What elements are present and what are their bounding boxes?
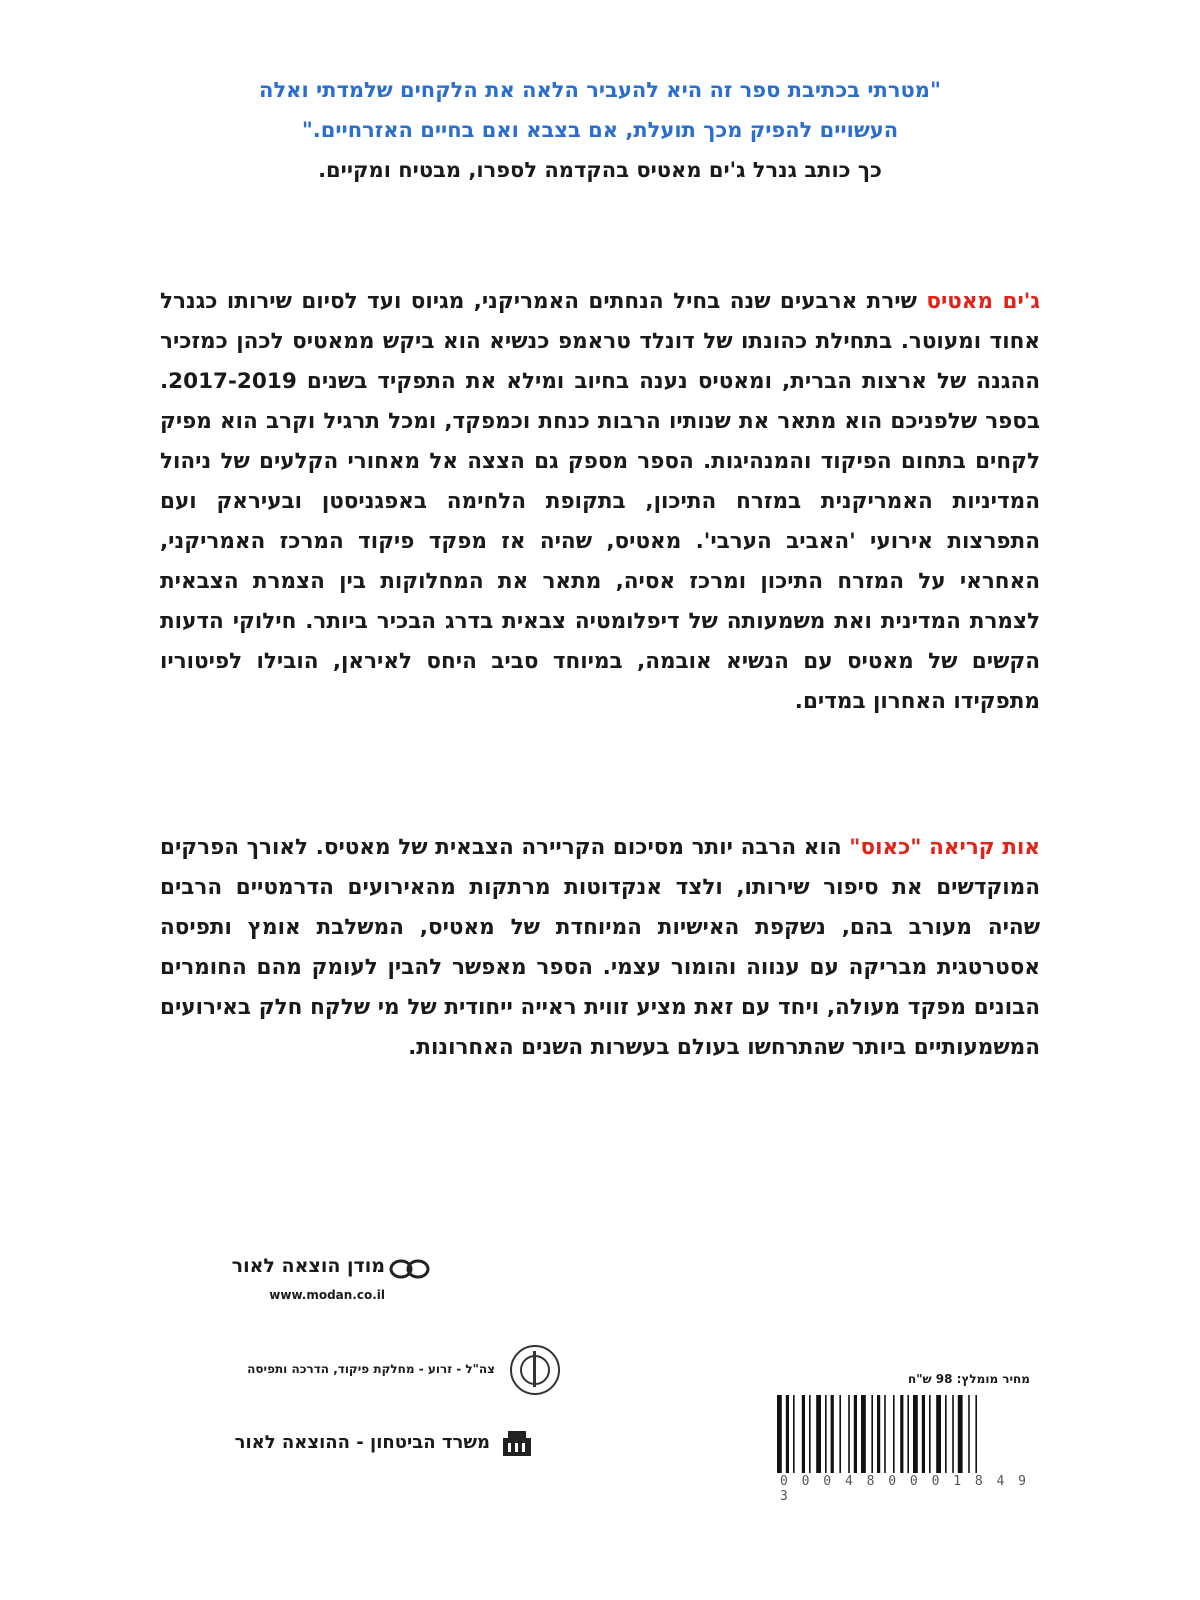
barcode-bar bbox=[831, 1395, 834, 1473]
barcode-bar bbox=[839, 1395, 841, 1473]
barcode-bar bbox=[975, 1395, 977, 1473]
barcode-bar bbox=[786, 1395, 789, 1473]
paragraph-about-author bbox=[160, 282, 1040, 722]
paragraph-about-book bbox=[160, 828, 1040, 1068]
idf-seal-icon bbox=[510, 1345, 560, 1395]
barcode-bar bbox=[848, 1395, 850, 1473]
barcode-bar bbox=[968, 1395, 970, 1473]
publisher-name: מודן הוצאה לאור bbox=[231, 1255, 385, 1277]
barcode-bar bbox=[952, 1395, 954, 1473]
barcode-bar bbox=[958, 1395, 963, 1473]
barcode-bar bbox=[900, 1395, 903, 1473]
barcode bbox=[775, 1395, 1035, 1475]
barcode-number: 0 0 0 4 8 0 0 0 1 8 4 9 3 bbox=[780, 1474, 1030, 1504]
opening-quote bbox=[150, 70, 1050, 190]
barcode-bar bbox=[907, 1395, 909, 1473]
barcode-bar bbox=[854, 1395, 857, 1473]
quote-line-1: "מטרתי בכתיבת ספר זה היא להעביר הלאה את הלקחים שלמדתי ואלה bbox=[259, 78, 941, 102]
paragraph-1-body: שירת ארבעים שנה בחיל הנחתים האמריקני, מגיוס ועד לסיום שירותו כגנרל אחוד ומעוטר. בתחילת כהונתו של דונלד טראמפ כנשיא הוא ביקש ממאטיס לכהן כמזכיר ההגנה של ארצות הברית, ומאטיס נענה בחיוב ומילא את התפקיד בשנים 2017-2019. בספר שלפניכם הוא מתאר את שנותיו הרבות כנחת וכמפקד, ומכל תרגיל וקרב הוא מפיק לקחים בתחום הפיקוד והמנהיגות. הספר מספק גם הצצה אל מאחורי הקלעים של ניהול המדיניות האמריקנית במזרח התיכון, בתקופת הלחימה באפגניסטן ובעיראק ועם התפרצות אירועי 'האביב הערבי'. מאטיס, שהיה אז מפקד פיקוד המרכז האמריקני, האחראי על המזרח התיכון ומרכז אסיה, מתאר את המחלוקות בין הצמרת הצבאית לצמרת המדינית ואת משמעותה של דיפלומטיה צבאית בדרג הבכיר ביותר. חילוקי הדעות הקשים של מאטיס עם הנשיא אובמה, במיוחד סביב היחס לאיראן, הובילו לפיטוריו מתפקידו האחרון במדים. bbox=[160, 289, 1040, 714]
barcode-bar bbox=[936, 1395, 941, 1473]
barcode-bar bbox=[945, 1395, 947, 1473]
moden-logo-icon bbox=[388, 1258, 432, 1280]
book-title: אות קריאה "כאוס" bbox=[849, 835, 1040, 860]
barcode-bar bbox=[802, 1395, 805, 1473]
barcode-bar bbox=[816, 1395, 821, 1473]
quote-attribution: כך כותב גנרל ג'ים מאטיס בהקדמה לספרו, מבטיח ומקיים. bbox=[318, 158, 882, 182]
paragraph-2-body: הוא הרבה יותר מסיכום הקריירה הצבאית של מאטיס. לאורך הפרקים המוקדשים את סיפור שירותו, ולצד אנקדוטות מרתקות מהאירועים הדרמטיים הרבים שהיה מעורב בהם, נשקפת האישיות המיוחדת של מאטיס, המשלבת אומץ ותפיסה אסטרטגית מבריקה עם ענווה והומור עצמי. הספר מאפשר להבין לעומק מהם החומרים הבונים מפקד מעולה, ויחד עם זאת מציע זווית ראייה ייחודית של מי שלקח חלק באירועים המשמעותיים ביותר שהתרחשו בעולם בעשרות השנים האחרונות. bbox=[160, 835, 1040, 1060]
quote-line-2: העשויים להפיק מכך תועלת, אם בצבא ואם בחיים האזרחיים." bbox=[301, 118, 899, 142]
ministry-credit: משרד הביטחון - ההוצאה לאור bbox=[234, 1432, 490, 1453]
barcode-bar bbox=[825, 1395, 827, 1473]
barcode-bar bbox=[877, 1395, 880, 1473]
barcode-bar bbox=[809, 1395, 811, 1473]
author-name: ג'ים מאטיס bbox=[926, 289, 1040, 314]
barcode-bar bbox=[777, 1395, 782, 1473]
barcode-bar bbox=[871, 1395, 873, 1473]
ministry-tower-icon bbox=[500, 1428, 534, 1458]
idf-credit: צה"ל - זרוע - מחלקת פיקוד, הדרכה ותפיסה bbox=[247, 1362, 495, 1376]
barcode-bar bbox=[929, 1395, 931, 1473]
barcode-bar bbox=[922, 1395, 925, 1473]
barcode-bar bbox=[913, 1395, 918, 1473]
price-label: מחיר מומלץ: 98 ש"ח bbox=[907, 1372, 1030, 1386]
publisher-url: www.modan.co.il bbox=[269, 1288, 385, 1302]
barcode-bar bbox=[793, 1395, 795, 1473]
barcode-bar bbox=[884, 1395, 886, 1473]
barcode-bar bbox=[861, 1395, 866, 1473]
barcode-bar bbox=[893, 1395, 895, 1473]
